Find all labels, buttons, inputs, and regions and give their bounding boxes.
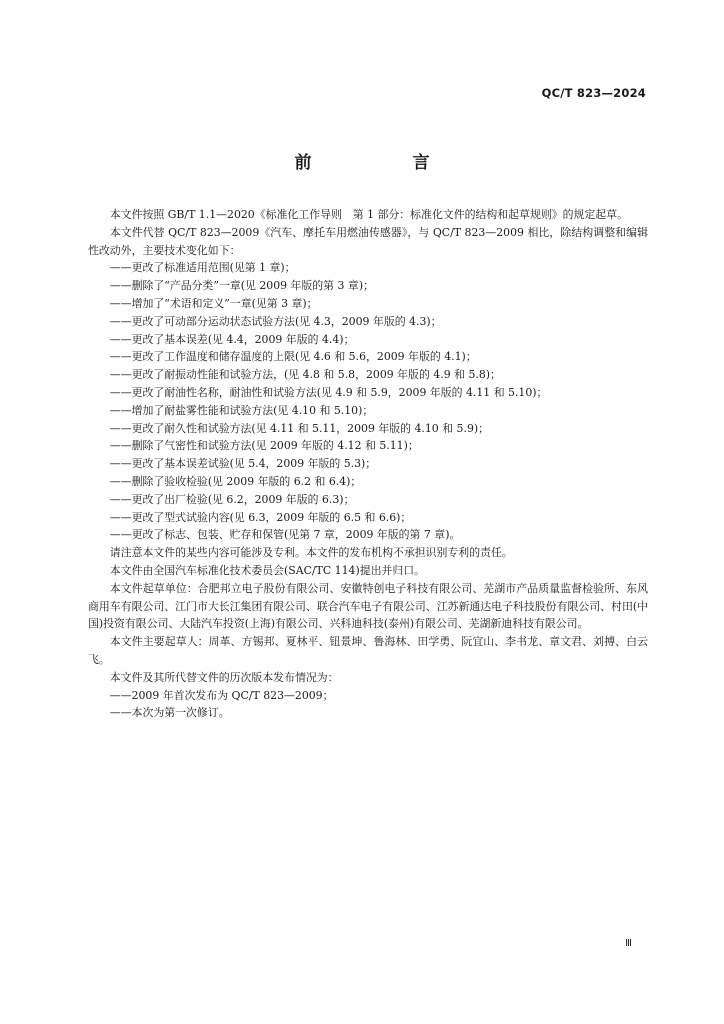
paragraph-patent-notice: 请注意本文件的某些内容可能涉及专利。本文件的发布机构不承担识别专利的责任。: [109, 546, 513, 560]
list-item: ——更改了出厂检验(见 6.2，2009 年版的 6.3)；: [109, 492, 355, 506]
list-item: ——本次为第一次修订。: [109, 706, 230, 720]
list-item: ——增加了耐盐雾性能和试验方法(见 4.10 和 5.10)；: [109, 403, 374, 417]
list-item: ——更改了可动部分运动状态试验方法(见 4.3，2009 年版的 4.3)；: [109, 314, 442, 328]
paragraph-history-intro: 本文件及其所代替文件的历次版本发布情况为：: [109, 670, 339, 684]
list-item: ——更改了基本误差试验(见 5.4，2009 年版的 5.3)；: [109, 457, 377, 471]
list-item: ——增加了“术语和定义”一章(见第 3 章)；: [109, 296, 318, 310]
list-item: ——删除了“产品分类”一章(见 2009 年版的第 3 章)；: [109, 279, 374, 293]
list-item: ——更改了基本误差(见 4.4，2009 年版的 4.4)；: [109, 332, 355, 346]
list-item: ——更改了耐油性名称，耐油性和试验方法(见 4.9 和 5.9，2009 年版的 4.11 和 5.10)；: [109, 385, 548, 399]
paragraph-replacement: 本文件代替 QC/T 823—2009《汽车、摩托车用燃油传感器》，与 QC/T 823—2009 相比，除结构调整和编辑性改动外，主要技术变化如下：: [88, 225, 648, 257]
paragraph-proposer: 本文件由全国汽车标准化技术委员会(SAC/TC 114)提出并归口。: [109, 563, 426, 577]
list-item: ——更改了耐久性和试验方法(见 4.11 和 5.11，2009 年版的 4.10 和 5.9)；: [109, 421, 490, 435]
page-title: 前 言: [294, 153, 472, 173]
list-item: ——删除了气密性和试验方法(见 2009 年版的 4.12 和 5.11)；: [109, 439, 419, 453]
list-item: ——更改了工作温度和储存温度的上限(见 4.6 和 5.6，2009 年版的 4.1)；: [109, 350, 477, 364]
paragraph-drafting-basis: 本文件按照 GB/T 1.1—2020《标准化工作导则 第 1 部分：标准化文件的结构和起草规则》的规定起草。: [109, 208, 628, 221]
list-item: ——删除了验收检验(见 2009 年版的 6.2 和 6.4)；: [109, 474, 362, 488]
list-item: ——更改了标准适用范围(见第 1 章)；: [109, 261, 296, 275]
paragraph-drafting-units: 本文件起草单位：合肥邦立电子股份有限公司、安徽特创电子科技有限公司、芜湖市产品质量监督检验所、东风商用车有限公司、江门市大长江集团有限公司、联合汽车电子有限公司、江苏新通达电子科技股份有限公司、村田(中国)投资有限公司、大陆汽车投资(上海)有限公司、兴科迪科技(泰州)有限公司、芜湖新迪科技有限公司。: [88, 581, 648, 631]
history-list: [88, 687, 648, 723]
paragraph-drafters: 本文件主要起草人：周革、方锡邦、夏林平、钮景坤、鲁海林、田学勇、阮宜山、李书龙、章文君、刘搏、白云飞。: [88, 635, 648, 666]
list-item: ——更改了耐振动性能和试验方法，(见 4.8 和 5.8，2009 年版的 4.9 和 5.8)；: [109, 368, 501, 382]
page-number: Ⅲ: [625, 938, 632, 949]
list-item: ——更改了型式试验内容(见 6.3，2009 年版的 6.5 和 6.6)；: [109, 510, 412, 524]
list-item: ——更改了标志、包装、贮存和保管(见第 7 章，2009 年版的第 7 章)。: [109, 528, 461, 542]
list-item: ——2009 年首次发布为 QC/T 823—2009；: [109, 688, 334, 702]
foreword-body: [88, 206, 648, 722]
document-code: QC/T 823—2024: [541, 86, 646, 100]
changes-list: [88, 259, 648, 544]
